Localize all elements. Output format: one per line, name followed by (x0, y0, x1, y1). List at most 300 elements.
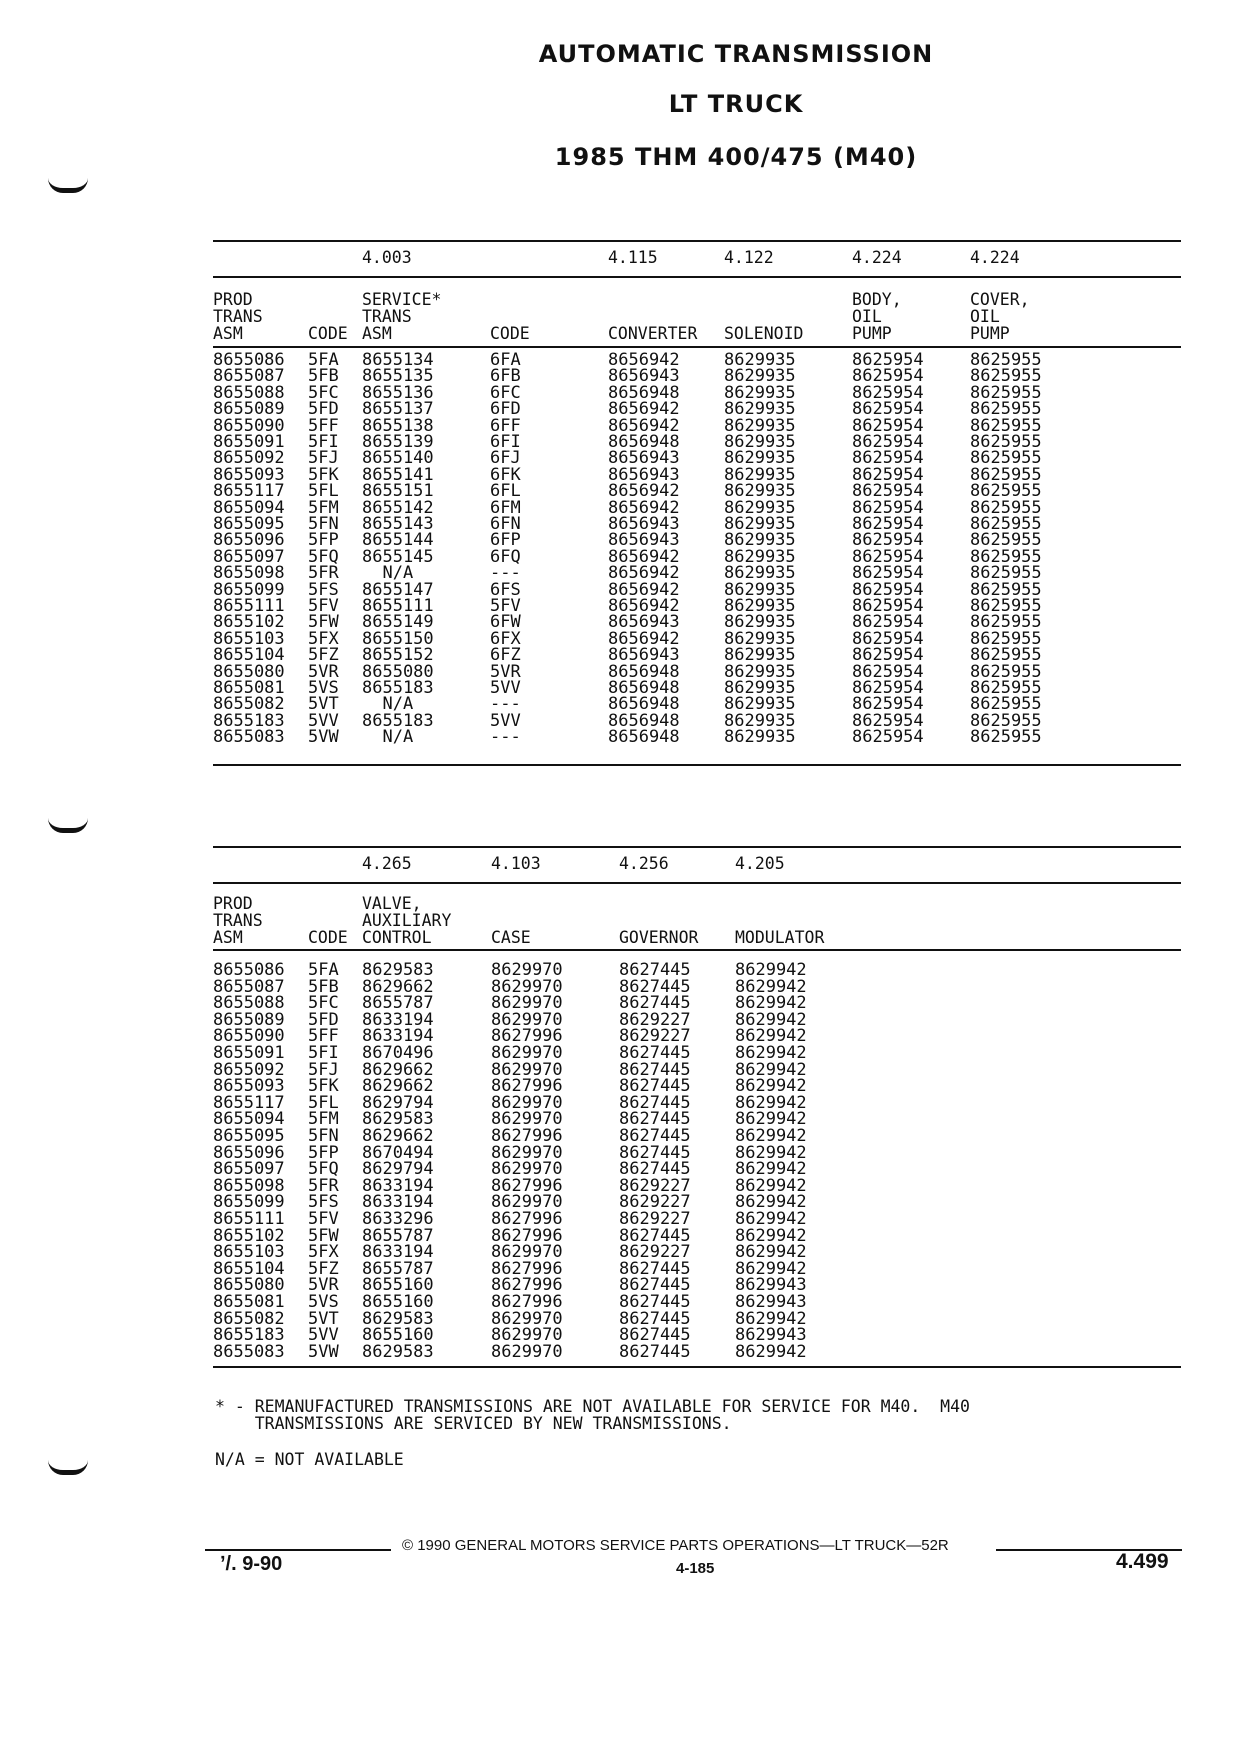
table-cell: 5FJ (308, 448, 339, 469)
table-cell: 8655088 (213, 993, 285, 1014)
table-cell: 8629970 (491, 1043, 563, 1063)
table-cell: 8629935 (724, 645, 796, 666)
table-cell: 8625954 (852, 710, 924, 731)
table-cell: 8625955 (970, 678, 1042, 698)
table-cell: 8625955 (970, 366, 1042, 387)
table-cell: 6FW (490, 612, 521, 633)
table-cell: 8627445 (619, 1126, 691, 1146)
table-cell: 5VT (308, 1308, 339, 1329)
table-cell: 8655095 (213, 1126, 285, 1146)
table-cell: 8627445 (619, 1159, 691, 1180)
table-cell: 8655098 (213, 563, 285, 584)
table-cell: 8629942 (735, 976, 807, 997)
table-cell: 8629942 (735, 1209, 807, 1229)
table-cell: 8655102 (213, 612, 285, 633)
table-cell: 8629970 (491, 1242, 563, 1263)
table-cell: 8629662 (362, 1059, 434, 1080)
table-row (213, 1009, 1181, 1030)
table-cell: 8625955 (970, 628, 1042, 649)
table-cell: 8625955 (970, 612, 1042, 633)
table-cell: 8655137 (362, 399, 434, 420)
table-cell: 8629970 (491, 1109, 563, 1130)
table-row (213, 1294, 1181, 1311)
table-cell: 8655090 (213, 415, 285, 436)
table-cell: 8670496 (362, 1043, 434, 1063)
table-cell: 8625955 (970, 432, 1042, 452)
table-cell: 8656942 (608, 628, 680, 649)
table-cell: 8655152 (362, 645, 434, 666)
table-cell: 8655142 (362, 497, 434, 518)
table-cell: 8655183 (362, 678, 434, 698)
table-cell: 8655151 (362, 481, 434, 502)
table-cell: 5FF (308, 415, 339, 436)
table-cell: 8629943 (735, 1275, 807, 1296)
binder-hole-mark (48, 1460, 88, 1475)
table-row (213, 1142, 1181, 1163)
table-cell: 5VS (308, 678, 339, 698)
table-cell: 8655091 (213, 1043, 285, 1063)
table-cell: 8655093 (213, 464, 285, 485)
table-cell: 8627445 (619, 960, 691, 980)
table-cell: 5VW (308, 1341, 339, 1362)
table-cell: 8655149 (362, 612, 434, 633)
table-cell: 8629970 (491, 1092, 563, 1113)
na-note: N/A = NOT AVAILABLE (215, 1450, 404, 1469)
table-cell: 8629935 (724, 727, 796, 748)
table-cell: 8629935 (724, 415, 796, 436)
table-cell: 6FS (490, 579, 521, 600)
table-cell: 8655080 (213, 661, 285, 682)
table-cell: 8655183 (213, 1325, 285, 1346)
table-row (213, 1059, 1181, 1080)
table-row (213, 1308, 1181, 1329)
table-cell: 8656942 (608, 596, 680, 616)
table-cell: 8655096 (213, 1142, 285, 1163)
parts-table-2 (213, 846, 1181, 1374)
table-cell: 8629583 (362, 1341, 434, 1362)
table-cell: 8629935 (724, 464, 796, 485)
table-cell: 8655111 (213, 1209, 285, 1229)
table-cell: 8629662 (362, 976, 434, 997)
table-cell: 8629970 (491, 993, 563, 1014)
table-row (213, 962, 1181, 979)
footer-copyright: © 1990 GENERAL MOTORS SERVICE PARTS OPERATIONS—LT TRUCK—52R (402, 1537, 949, 1554)
section-ref: 4.103 (491, 854, 541, 873)
table-row (213, 1111, 1181, 1128)
table-cell: 8629227 (619, 1175, 691, 1196)
column-header: CODE (308, 928, 348, 947)
table-ref-rule (213, 276, 1181, 278)
table-cell: 8629935 (724, 628, 796, 649)
table-row (213, 1225, 1181, 1246)
table-cell: 8655143 (362, 514, 434, 534)
table-cell: 8629935 (724, 678, 796, 698)
table-cell: 5VS (308, 1292, 339, 1312)
table-cell: 5VR (308, 1275, 339, 1296)
table-cell: 8625955 (970, 710, 1042, 731)
table-cell: 8627996 (491, 1275, 563, 1296)
table-row (213, 1244, 1181, 1261)
table-cell: 8629970 (491, 1308, 563, 1329)
section-ref: 4.256 (619, 854, 669, 873)
table-cell: 8655080 (213, 1275, 285, 1296)
table-cell: 8655086 (213, 960, 285, 980)
table-cell: 8625954 (852, 497, 924, 518)
table-cell: 8625955 (970, 415, 1042, 436)
table-cell: 5FA (308, 350, 339, 370)
table-cell: 8625954 (852, 366, 924, 387)
table-cell: 8629227 (619, 1009, 691, 1030)
table-cell: 8633296 (362, 1209, 434, 1229)
table-cell: 8629942 (735, 1076, 807, 1097)
table-cell: 8629943 (735, 1325, 807, 1346)
table-cell: 8629583 (362, 1308, 434, 1329)
table-cell: 8656943 (608, 530, 680, 551)
table-cell: 8629942 (735, 1341, 807, 1362)
table-cell: 8629794 (362, 1092, 434, 1113)
table-cell: 8629942 (735, 993, 807, 1014)
table-cell: 8627445 (619, 1275, 691, 1296)
column-header: BODY, OIL PUMP (852, 290, 902, 343)
table-cell: 8655117 (213, 481, 285, 502)
table-cell: 8655104 (213, 1258, 285, 1279)
table-cell: 8625954 (852, 530, 924, 551)
table-cell: 8627445 (619, 1076, 691, 1097)
table-row (213, 1194, 1181, 1211)
table-cell: 5FW (308, 612, 339, 633)
table-cell: 8629970 (491, 1341, 563, 1362)
table-cell: 8629942 (735, 1126, 807, 1146)
table-cell: 8655103 (213, 1242, 285, 1263)
page-title: AUTOMATIC TRANSMISSION (538, 40, 934, 68)
table-cell: 5FW (308, 1225, 339, 1246)
table-cell: 8655080 (362, 661, 434, 682)
column-header: PROD TRANS ASM (213, 290, 263, 343)
table-cell: 8656942 (608, 399, 680, 420)
table-cell: 5FV (490, 596, 521, 616)
table-cell: 8633194 (362, 1175, 434, 1196)
table-cell: 8629942 (735, 1092, 807, 1113)
remanufactured-note: * - REMANUFACTURED TRANSMISSIONS ARE NOT AVAILABLE FOR SERVICE FOR M40. M40 TRANSMISSIONS ARE SERVICED BY NEW TRANSMISSIONS. (215, 1397, 970, 1433)
table-cell: 8655090 (213, 1026, 285, 1047)
table-cell: 8655087 (213, 976, 285, 997)
table-cell: 8656948 (608, 661, 680, 682)
section-ref: 4.224 (852, 248, 902, 267)
table-cell: 8655138 (362, 415, 434, 436)
table-cell: 8655103 (213, 628, 285, 649)
table-cell: 8629935 (724, 530, 796, 551)
table-cell: 8655094 (213, 497, 285, 518)
table-cell: 6FM (490, 497, 521, 518)
table-cell: 8655160 (362, 1292, 434, 1312)
revision-date: ʼ/. 9-90 (220, 1553, 283, 1575)
table-cell: 8629935 (724, 694, 796, 715)
table-cell: 8656942 (608, 415, 680, 436)
table-row (213, 1028, 1181, 1045)
table-cell: 8627996 (491, 1258, 563, 1279)
table-cell: 8629942 (735, 1009, 807, 1030)
table-cell: 8629227 (619, 1192, 691, 1213)
table-row (213, 1078, 1181, 1095)
table-cell: 8629662 (362, 1126, 434, 1146)
table-cell: 8629227 (619, 1209, 691, 1229)
section-ref: 4.115 (608, 248, 658, 267)
table-cell: 8629935 (724, 497, 796, 518)
table-cell: 8655135 (362, 366, 434, 387)
column-header: GOVERNOR (619, 928, 699, 947)
table-header-rule (213, 949, 1181, 951)
table-cell: 8627445 (619, 1258, 691, 1279)
table-cell: 8656943 (608, 645, 680, 666)
table-cell: 8625955 (970, 563, 1042, 584)
table-cell: 8627996 (491, 1292, 563, 1312)
table-cell: 8655083 (213, 727, 285, 748)
table-cell: 8655150 (362, 628, 434, 649)
table-cell: 8625955 (970, 727, 1042, 748)
table-cell: 8625955 (970, 448, 1042, 469)
table-cell: 6FL (490, 481, 521, 502)
table-cell: 5FZ (308, 1258, 339, 1279)
table-cell: 8655096 (213, 530, 285, 551)
table-cell: 8629935 (724, 514, 796, 534)
table-cell: 8625955 (970, 350, 1042, 370)
footer-rule-left (205, 1549, 391, 1551)
table-cell: 8655141 (362, 464, 434, 485)
column-header: PROD TRANS ASM (213, 894, 263, 947)
column-header: MODULATOR (735, 928, 825, 947)
table-cell: 8629970 (491, 1009, 563, 1030)
table-ref-rule (213, 882, 1181, 884)
table-cell: 5VV (490, 678, 521, 698)
table-cell: 8629935 (724, 710, 796, 731)
table-cell: 8656942 (608, 563, 680, 584)
table-cell: 8655787 (362, 1225, 434, 1246)
table-cell: 8655082 (213, 694, 285, 715)
table-cell: 8627445 (619, 1292, 691, 1312)
table-cell: 8627445 (619, 1043, 691, 1063)
table-cell: 8627445 (619, 1109, 691, 1130)
table-cell: 5FJ (308, 1059, 339, 1080)
table-cell: 5FK (308, 1076, 339, 1097)
table-cell: 8629942 (735, 1242, 807, 1263)
table-cell: 5FR (308, 1175, 339, 1196)
table-cell: 8655089 (213, 1009, 285, 1030)
table-cell: 8629942 (735, 1192, 807, 1213)
table-cell: 8655111 (213, 596, 285, 616)
table-top-rule (213, 846, 1181, 848)
table-cell: 8629942 (735, 1043, 807, 1063)
table-cell: 8625954 (852, 432, 924, 452)
table-cell: 8656942 (608, 579, 680, 600)
table-cell: 8625954 (852, 514, 924, 534)
table-cell: 8656943 (608, 448, 680, 469)
table-cell: 6FF (490, 415, 521, 436)
table-cell: 8629970 (491, 1059, 563, 1080)
page-subtitle: LT TRUCK (668, 90, 804, 118)
table-cell: 8629970 (491, 1325, 563, 1346)
column-header: COVER, OIL PUMP (970, 290, 1030, 343)
table-cell: 8656943 (608, 366, 680, 387)
table-cell: 5FI (308, 432, 339, 452)
page-number: 4.499 (1116, 1550, 1169, 1573)
table-cell: 8629970 (491, 1192, 563, 1213)
table-cell: 5FN (308, 514, 339, 534)
table-cell: 5FS (308, 1192, 339, 1213)
table-cell: 8656948 (608, 710, 680, 731)
table-cell: N/A (362, 727, 414, 748)
table-cell: 8629970 (491, 960, 563, 980)
table-cell: 8625955 (970, 661, 1042, 682)
table-cell: 5FC (308, 993, 339, 1014)
table-cell: 8627996 (491, 1076, 563, 1097)
table-cell: 8627996 (491, 1225, 563, 1246)
table-cell: 8655139 (362, 432, 434, 452)
table-cell: 8625954 (852, 563, 924, 584)
table-cell: 8655136 (362, 382, 434, 403)
table-cell: 8670494 (362, 1142, 434, 1163)
table-cell: 6FN (490, 514, 521, 534)
table-cell: 8655092 (213, 1059, 285, 1080)
table-cell: 8655081 (213, 1292, 285, 1312)
table-top-rule (213, 240, 1181, 242)
table-cell: 8627996 (491, 1026, 563, 1047)
table-cell: 8656943 (608, 464, 680, 485)
table-cell: 8629227 (619, 1242, 691, 1263)
table-cell: 8629970 (491, 1159, 563, 1180)
table-cell: 8655145 (362, 546, 434, 567)
table-cell: 8656942 (608, 350, 680, 370)
table-cell: 8629935 (724, 399, 796, 420)
table-cell: 8625955 (970, 530, 1042, 551)
table-cell: 8656948 (608, 727, 680, 748)
table-cell: 6FA (490, 350, 521, 370)
table-cell: 6FB (490, 366, 521, 387)
table-cell: 8629935 (724, 612, 796, 633)
table-cell: 8655083 (213, 1341, 285, 1362)
table-cell: 8627445 (619, 1092, 691, 1113)
table-row (213, 1327, 1181, 1344)
column-header: SOLENOID (724, 324, 804, 343)
table-cell: 8629970 (491, 976, 563, 997)
table-cell: 8625954 (852, 579, 924, 600)
table-cell: 8625954 (852, 464, 924, 485)
table-cell: 8629935 (724, 546, 796, 567)
table-cell: 6FC (490, 382, 521, 403)
table-cell: 8655088 (213, 382, 285, 403)
table-cell: 8625954 (852, 546, 924, 567)
table-cell: 8625954 (852, 350, 924, 370)
table-cell: 8625955 (970, 579, 1042, 600)
table-cell: 5FN (308, 1126, 339, 1146)
table-cell: 5FZ (308, 645, 339, 666)
table-cell: 5FL (308, 1092, 339, 1113)
table-cell: 5FS (308, 579, 339, 600)
table-cell: 5VR (308, 661, 339, 682)
table-cell: 5FV (308, 1209, 339, 1229)
column-header: CODE (490, 324, 530, 343)
table-cell: 8625954 (852, 694, 924, 715)
table-cell: 8625954 (852, 399, 924, 420)
table-cell: 8625955 (970, 464, 1042, 485)
table-cell: 5FQ (308, 1159, 339, 1180)
table-cell: 8655098 (213, 1175, 285, 1196)
page-model-title: 1985 THM 400/475 (M40) (554, 143, 918, 171)
section-ref: 4.003 (362, 248, 412, 267)
table-cell: 8627996 (491, 1126, 563, 1146)
table-cell: 8627445 (619, 1142, 691, 1163)
table-cell: 8627445 (619, 976, 691, 997)
table-row (213, 1128, 1181, 1145)
table-cell: 8656942 (608, 481, 680, 502)
table-cell: 5VW (308, 727, 339, 748)
table-cell: 8629935 (724, 366, 796, 387)
table-cell: 8655089 (213, 399, 285, 420)
table-cell: 5FD (308, 399, 339, 420)
table-cell: 6FX (490, 628, 521, 649)
footer-page-center: 4-185 (676, 1560, 715, 1577)
table-row (213, 1277, 1181, 1294)
table-cell: 6FZ (490, 645, 521, 666)
table-cell: 5FI (308, 1043, 339, 1063)
table-cell: 8655183 (362, 710, 434, 731)
section-ref: 4.205 (735, 854, 785, 873)
section-ref: 4.265 (362, 854, 412, 873)
table-cell: 8625954 (852, 645, 924, 666)
table-cell: 8627996 (491, 1175, 563, 1196)
table-cell: 5FP (308, 530, 339, 551)
table-cell: 5FP (308, 1142, 339, 1163)
table-cell: 8633194 (362, 1009, 434, 1030)
table-cell: 8629935 (724, 432, 796, 452)
table-cell: 8629942 (735, 1026, 807, 1047)
table-cell: --- (490, 694, 521, 715)
table-cell: 5VV (308, 1325, 339, 1346)
table-cell: 8625955 (970, 514, 1042, 534)
table-cell: 5VV (490, 710, 521, 731)
table-cell: 6FI (490, 432, 521, 452)
column-header: VALVE, AUXILIARY CONTROL (362, 894, 452, 947)
table-cell: 5FX (308, 628, 339, 649)
table-cell: 8655787 (362, 993, 434, 1014)
table-cell: 8655111 (362, 596, 434, 616)
table-cell: 5FV (308, 596, 339, 616)
table-cell: 8655099 (213, 1192, 285, 1213)
table-cell: 8627445 (619, 1059, 691, 1080)
table-cell: 8656948 (608, 678, 680, 698)
table-cell: 5FR (308, 563, 339, 584)
table-cell: 5VV (308, 710, 339, 731)
table-cell: 8655117 (213, 1092, 285, 1113)
table-cell: 8625954 (852, 661, 924, 682)
table-cell: 8625955 (970, 546, 1042, 567)
parts-table-1 (213, 240, 1181, 770)
table-row (213, 976, 1181, 997)
table-cell: 6FD (490, 399, 521, 420)
table-cell: 8627445 (619, 1341, 691, 1362)
table-row (213, 1161, 1181, 1178)
table-cell: 8655099 (213, 579, 285, 600)
table-cell: 5FD (308, 1009, 339, 1030)
table-cell: 8629943 (735, 1292, 807, 1312)
table-cell: 8625954 (852, 628, 924, 649)
table-cell: 8655093 (213, 1076, 285, 1097)
table-cell: 8625954 (852, 678, 924, 698)
table-row (213, 1045, 1181, 1062)
table-cell: 5VR (490, 661, 521, 682)
table-cell: 5FQ (308, 546, 339, 567)
table-cell: 5FM (308, 497, 339, 518)
table-cell: 8655134 (362, 350, 434, 370)
